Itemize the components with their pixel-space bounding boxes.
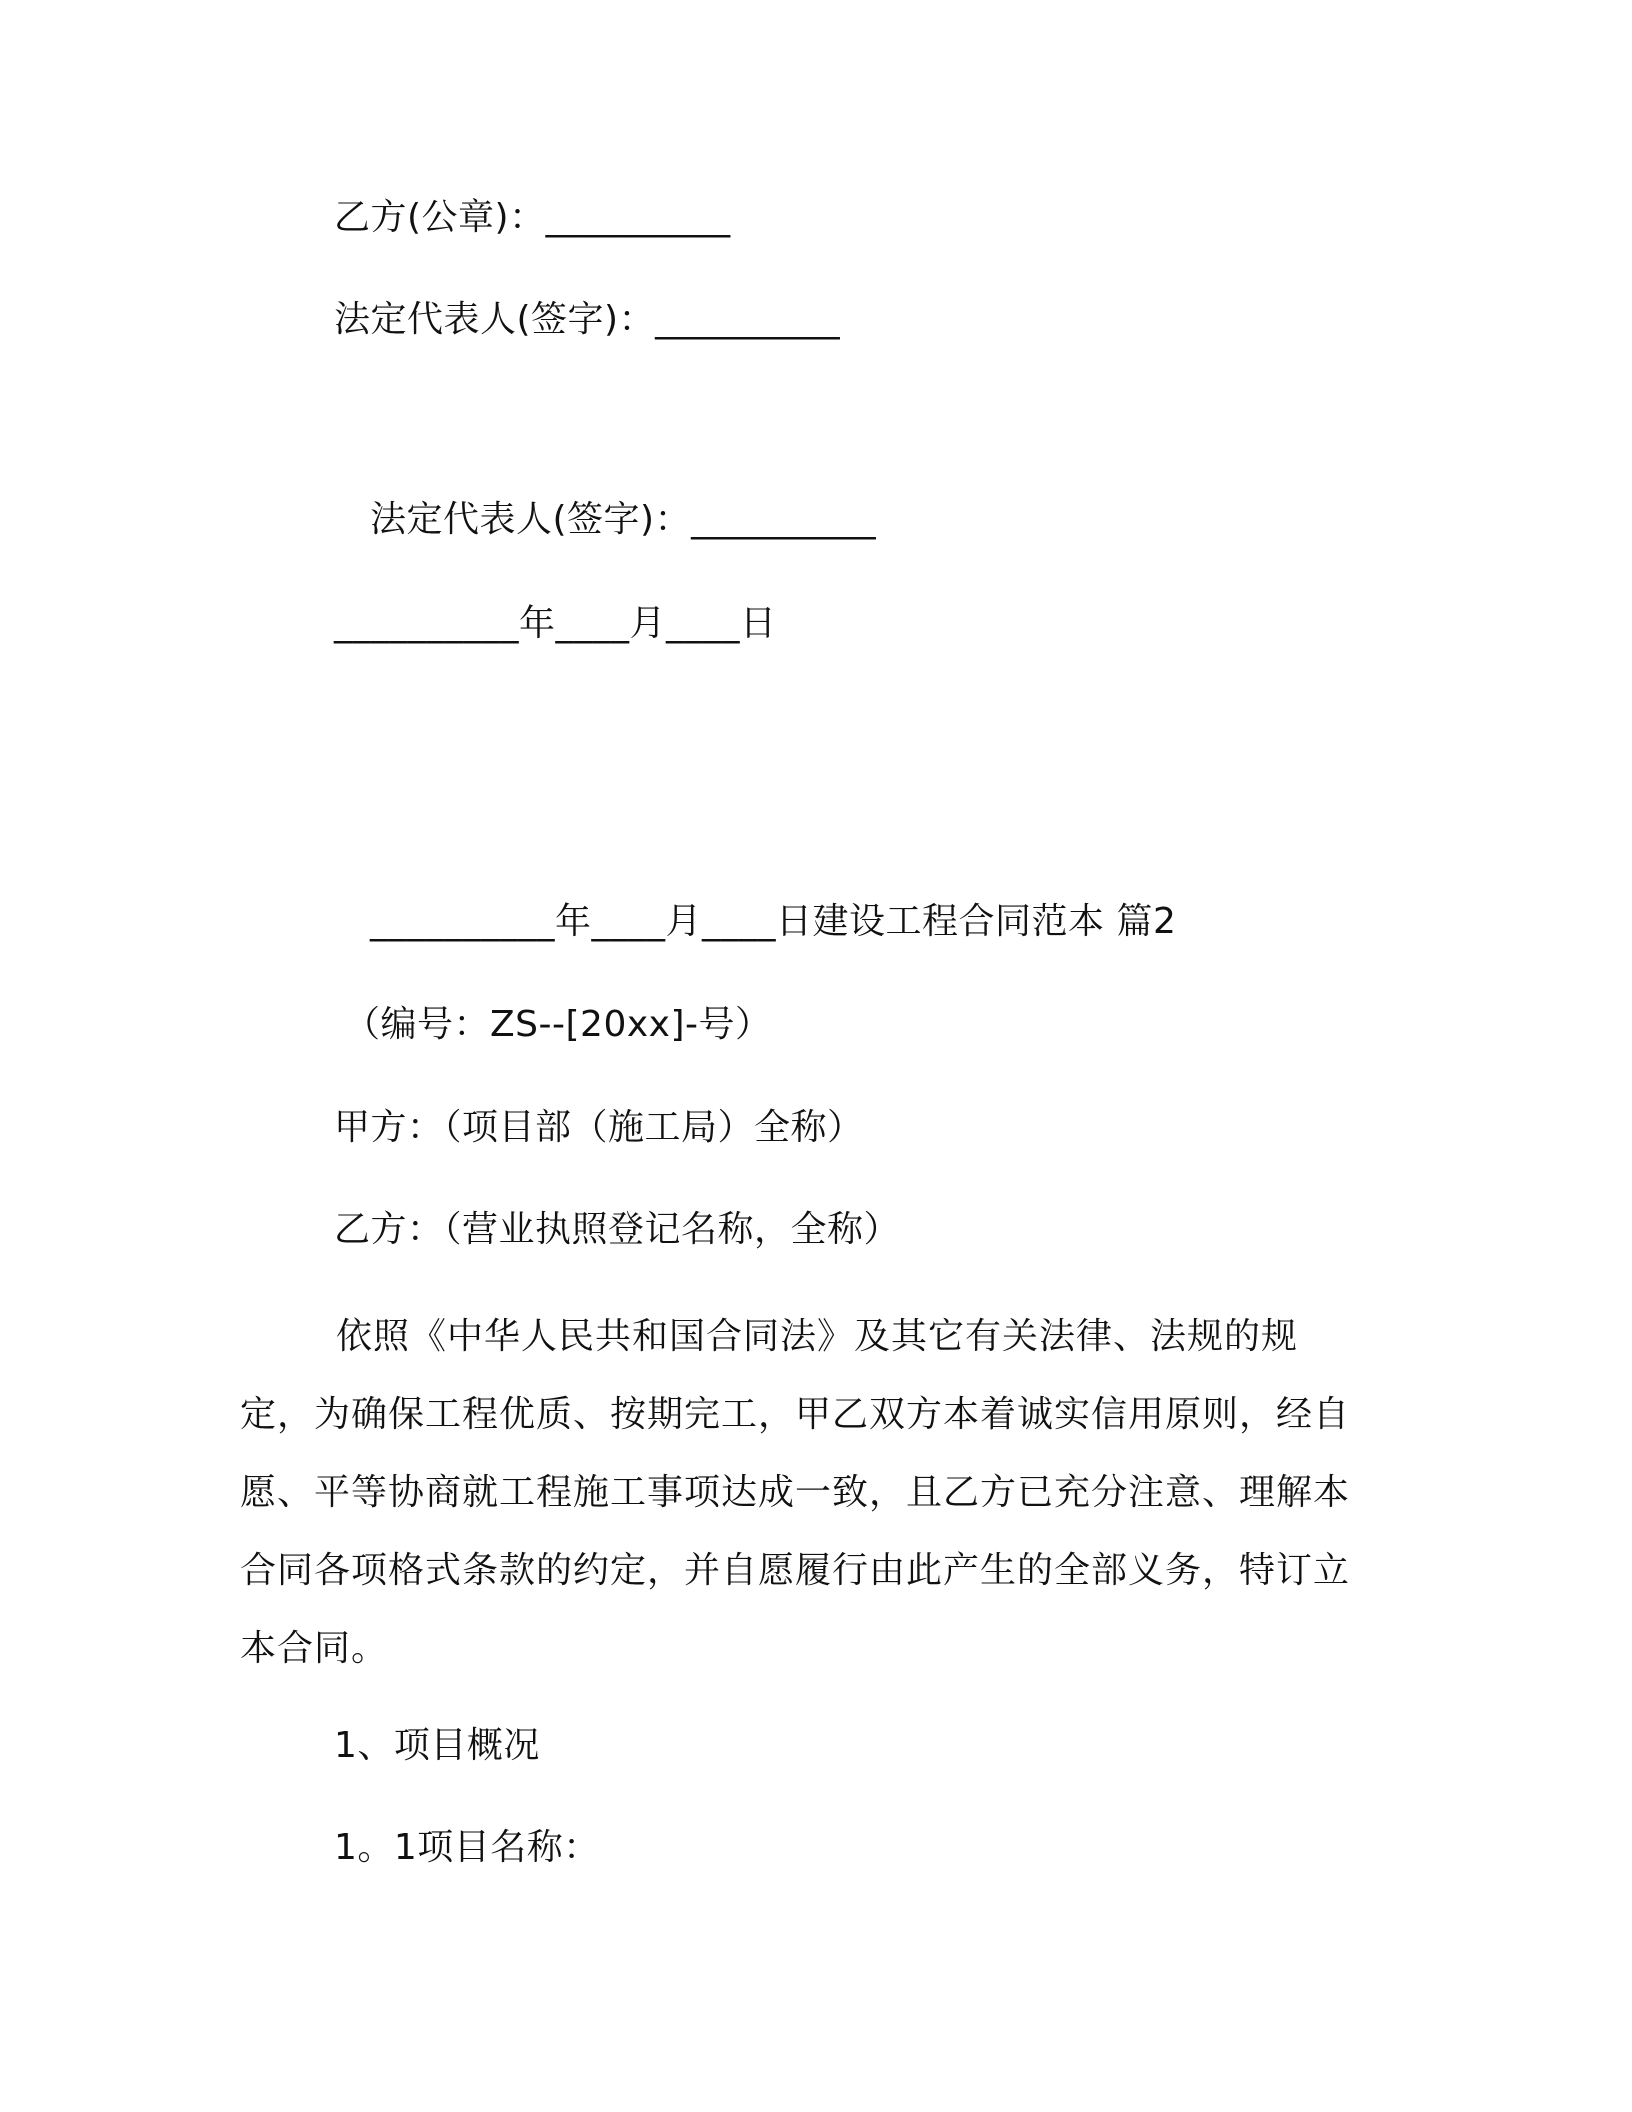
party-b-seal-line: 乙方(公章)：__________ bbox=[334, 197, 731, 238]
contract-number: （编号：ZS--[20xx]-号） bbox=[344, 1004, 772, 1045]
legal-representative-signature-line-2: 法定代表人(签字)：__________ bbox=[370, 499, 877, 540]
legal-representative-signature-line: 法定代表人(签字)：__________ bbox=[334, 299, 841, 340]
contract-title: __________年____月____日建设工程合同范本 篇2 bbox=[370, 901, 1177, 942]
preamble-paragraph: 依照《中华人民共和国合同法》及其它有关法律、法规的规定，为确保工程优质、按期完工，甲乙双方本着诚实信用原则，经自愿、平等协商就工程施工事项达成一致，且乙方已充分注意、理解本合同各项格式条款的约定，并自愿履行由此产生的全部义务，特订立本合同。 bbox=[240, 1316, 1351, 1669]
section-1-1-project-name: 1。1项目名称： bbox=[334, 1827, 600, 1868]
section-1-heading: 1、项目概况 bbox=[334, 1725, 540, 1766]
signature-date-line: __________年____月____日 bbox=[334, 603, 777, 644]
party-a-line: 甲方：（项目部（施工局）全称） bbox=[334, 1107, 864, 1148]
party-b-line: 乙方：（营业执照登记名称，全称） bbox=[334, 1209, 901, 1250]
